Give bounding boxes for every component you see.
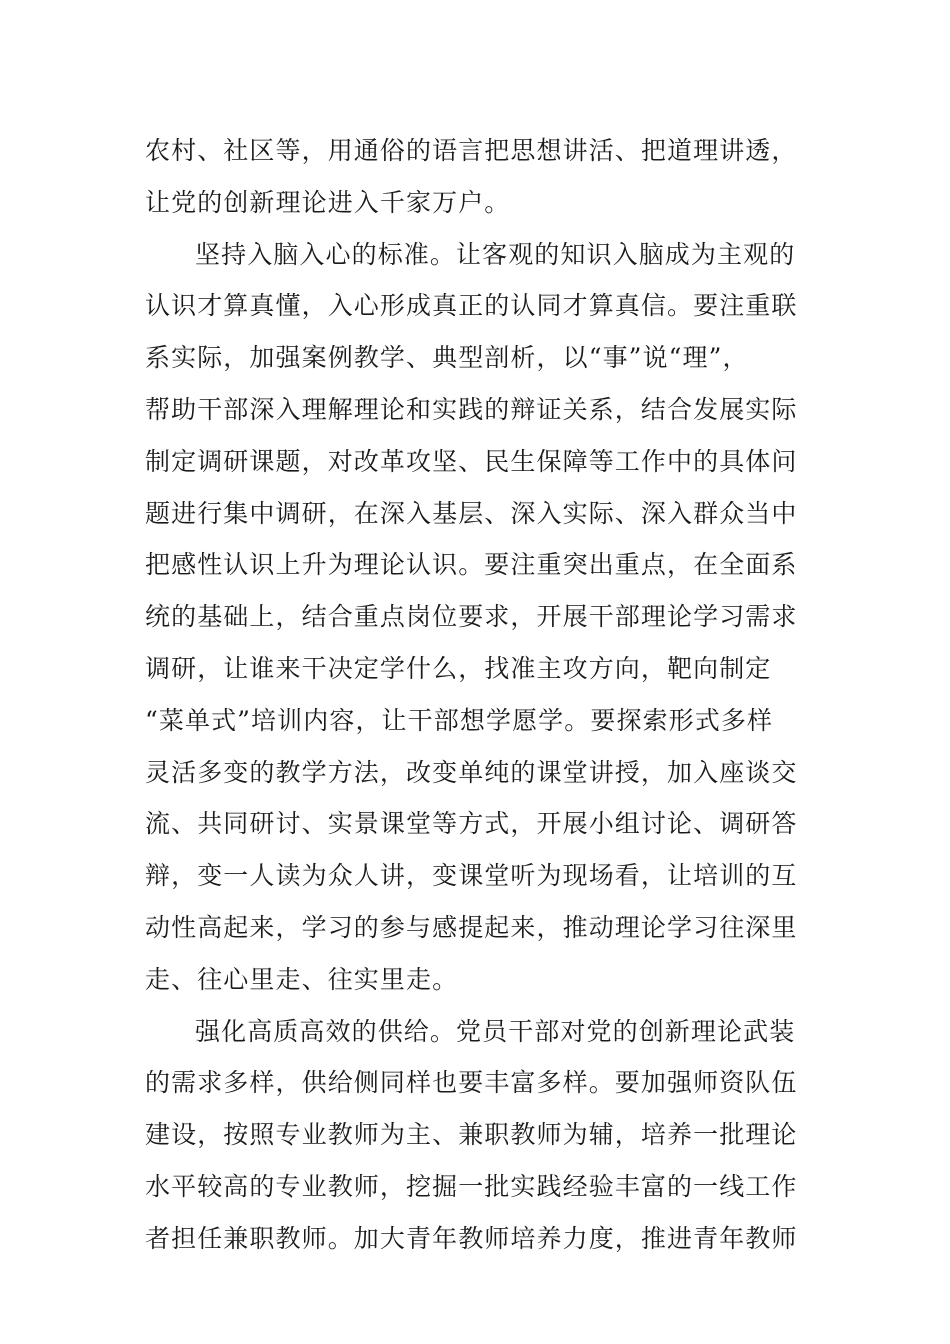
text-line: 流、共同研讨、实景课堂等方式，开展小组讨论、调研答 [145, 809, 798, 839]
text-line: 认识才算真懂，入心形成真正的认同才算真信。要注重联 [145, 291, 798, 321]
text-line: 者担任兼职教师。加大青年教师培养力度，推进青年教师 [145, 1223, 798, 1253]
paragraph-start-line: 坚持入脑入心的标准。让客观的知识入脑成为主观的 [195, 239, 796, 269]
text-line: 调研，让谁来干决定学什么，找准主攻方向，靶向制定 [145, 653, 772, 683]
text-line: 统的基础上，结合重点岗位要求，开展干部理论学习需求 [145, 602, 798, 632]
text-line: 灵活多变的教学方法，改变单纯的课堂讲授，加入座谈交 [145, 757, 798, 787]
text-line: 建设，按照专业教师为主、兼职教师为辅，培养一批理论 [145, 1120, 798, 1150]
text-line: 农村、社区等，用通俗的语言把思想讲活、把道理讲透， [145, 136, 798, 165]
text-line: 制定调研课题，对改革攻坚、民生保障等工作中的具体问 [145, 446, 798, 476]
text-line: 辩，变一人读为众人讲，变课堂听为现场看，让培训的互 [145, 861, 798, 891]
text-line: 系实际，加强案例教学、典型剖析，以“事”说“理”， [145, 343, 749, 373]
text-line: 动性高起来，学习的参与感提起来，推动理论学习往深里 [145, 912, 798, 942]
text-line: 帮助干部深入理解理论和实践的辩证关系，结合发展实际 [145, 394, 798, 424]
text-line: 让党的创新理论进入千家万户。 [145, 187, 511, 217]
text-line: 把感性认识上升为理论认识。要注重突出重点，在全面系 [145, 550, 798, 580]
body-text [145, 125, 810, 1265]
text-line: 水平较高的专业教师，挖掘一批实践经验丰富的一线工作 [145, 1171, 798, 1201]
text-line: “菜单式”培训内容，让干部想学愿学。要探索形式多样 [145, 705, 774, 735]
text-line: 题进行集中调研，在深入基层、深入实际、深入群众当中 [145, 498, 798, 528]
text-line: 走、往心里走、往实里走。 [145, 964, 459, 994]
paragraph-start-line: 强化高质高效的供给。党员干部对党的创新理论武装 [195, 1016, 796, 1046]
text-line: 的需求多样，供给侧同样也要丰富多样。要加强师资队伍 [145, 1068, 798, 1098]
